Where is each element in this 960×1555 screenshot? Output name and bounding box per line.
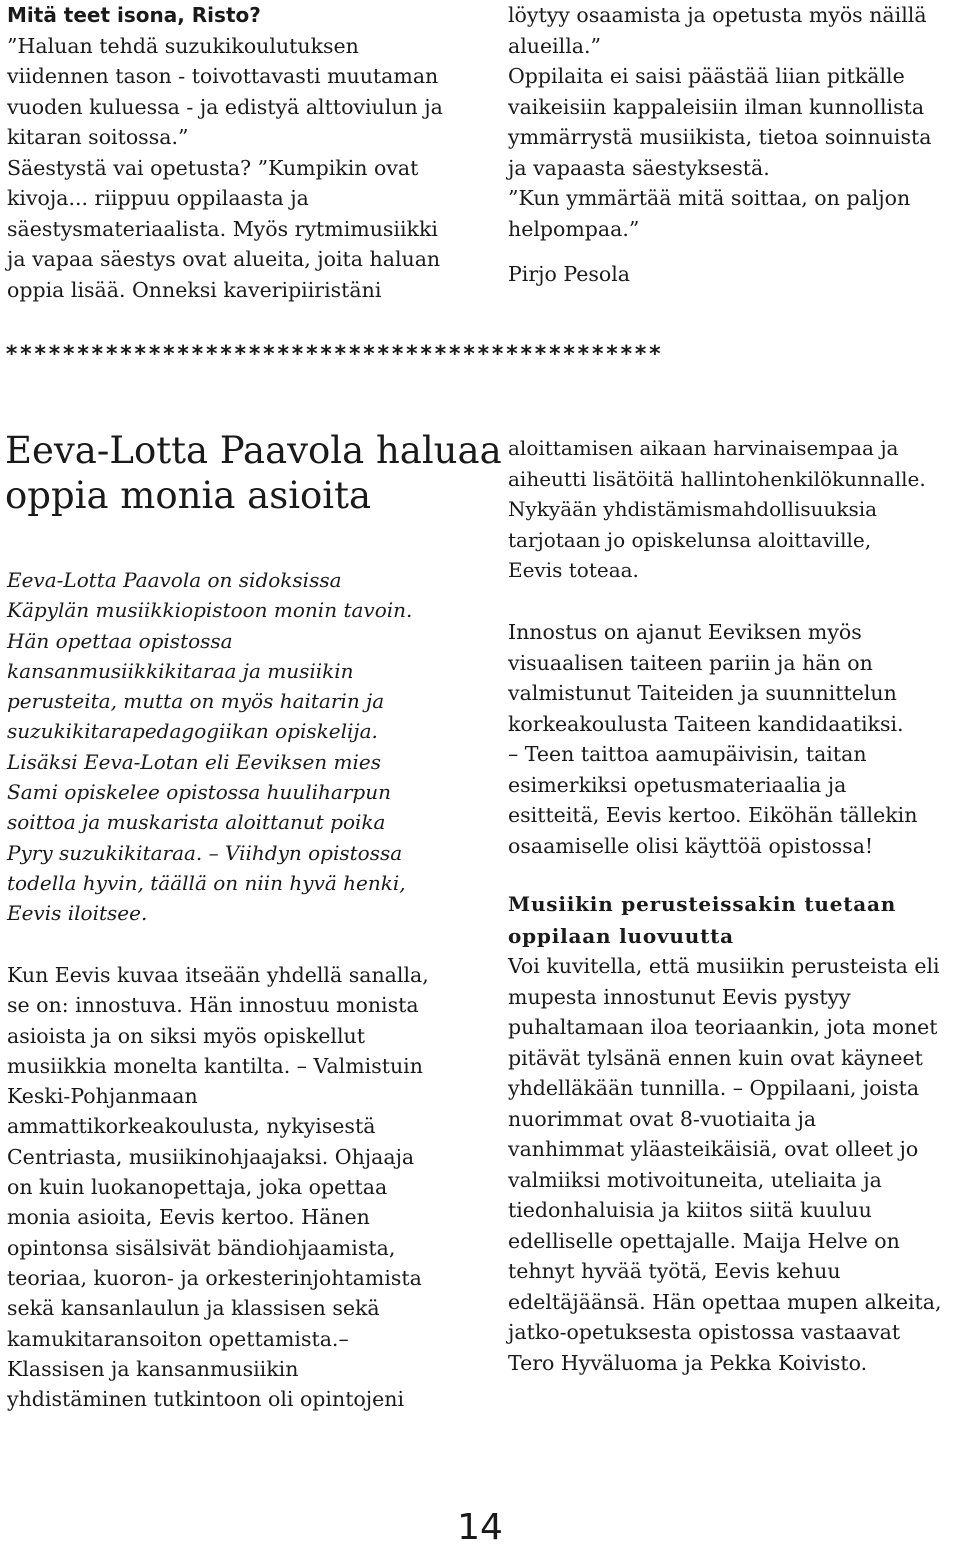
body-line: se on: innostuva. Hän innostuu monista (7, 993, 419, 1018)
body-line: tehnyt hyvää työtä, Eevis kehuu (508, 1259, 841, 1283)
body-line: yhdelläkään tunnilla. – Oppilaani, joista (508, 1076, 920, 1100)
body-line: Innostus on ajanut Eeviksen myös (508, 620, 862, 644)
body-line: sekä kansanlaulun ja klassisen sekä (7, 1296, 380, 1321)
article-headline (5, 428, 502, 518)
interview-continuation-right (508, 0, 931, 290)
headline-line: Eeva-Lotta Paavola haluaa (5, 429, 502, 472)
interview-continuation-left (7, 0, 443, 305)
article-body-right-a (508, 433, 926, 586)
body-line: Nykyään yhdistämismahdollisuuksia (508, 497, 878, 521)
body-line: opintonsa sisälsivät bändiohjaamista, (7, 1235, 396, 1260)
lead-line: suzukikitarapedagogiikan opiskelija. (7, 719, 378, 744)
lead-line: Eevis iloitsee. (7, 901, 148, 926)
article-lead (7, 565, 412, 929)
text-line: kitaran soitossa.” (7, 125, 189, 149)
text-line: Säestystä vai opetusta? ”Kumpikin ovat (7, 155, 419, 180)
lead-line: todella hyvin, täällä on niin hyvä henki, (7, 870, 406, 895)
body-line: tarjotaan jo opiskelunsa aloittaville, (508, 527, 872, 552)
body-line: esitteitä, Eevis kertoo. Eiköhän tällekin (508, 803, 918, 827)
body-line: visuaalisen taiteen pariin ja hän on (508, 650, 873, 675)
text-line: ”Haluan tehdä suzukikoulutuksen (7, 33, 359, 58)
lead-line: perusteita, mutta on myös haitarin ja (7, 689, 385, 714)
text-line: ja vapaa säestys ovat alueita, joita haluan (7, 247, 441, 271)
article-subheading (508, 888, 896, 952)
asterisk-separator: ********************************************** (5, 342, 663, 367)
text-line: kivoja... riippuu oppilaasta ja (7, 186, 309, 210)
body-line: Kun Eevis kuvaa itseään yhdellä sanalla, (7, 963, 429, 987)
body-line: Klassisen ja kansanmusiikin (7, 1356, 299, 1381)
text-line: Oppilaita ei saisi päästää liian pitkälle (508, 64, 905, 88)
text-line: ja vapaasta säestyksestä. (508, 155, 770, 180)
text-line: vaikeisiin kappaleisiin ilman kunnollista (508, 94, 925, 119)
body-line: korkeakoulusta Taiteen kandidaatiksi. (508, 711, 904, 736)
lead-line: kansanmusiikkikitaraa ja musiikin (7, 658, 354, 683)
headline-line: oppia monia asioita (5, 474, 372, 517)
body-line: Eevis toteaa. (508, 558, 639, 582)
subheading-line: Musiikin perusteissakin tuetaan (508, 892, 897, 916)
body-line: aiheutti lisätöitä hallintohenkilökunnalle. (508, 466, 926, 491)
body-line: kamukitaransoiton opettamista.– (7, 1326, 349, 1351)
body-line: edeltäjäänsä. Hän opettaa mupen alkeita, (508, 1289, 942, 1314)
body-line: vanhimmat yläasteikäisiä, ovat olleet jo (508, 1137, 919, 1161)
body-line: valmistunut Taiteiden ja suunnittelun (508, 681, 897, 705)
question-heading: Mitä teet isona, Risto? (7, 3, 261, 27)
text-line: helpompaa.” (508, 216, 640, 241)
body-line: teoriaa, kuoron- ja orkesterinjohtamista (7, 1265, 422, 1290)
body-line: jatko-opetuksesta opistossa vastaavat (508, 1320, 901, 1344)
body-line: valmiiksi motivoituneita, uteliaita ja (508, 1167, 882, 1192)
text-line: ymmärrystä musiikista, tietoa soinnuista (508, 125, 932, 149)
body-line: Tero Hyväluoma ja Pekka Koivisto. (508, 1350, 868, 1375)
body-line: Centriasta, musiikinohjaajaksi. Ohjaaja (7, 1144, 415, 1169)
author-signature: Pirjo Pesola (508, 262, 631, 286)
body-line: asioista ja on siksi myös opiskellut (7, 1023, 365, 1048)
lead-line: Hän opettaa opistossa (7, 628, 233, 653)
body-line: Voi kuvitella, että musiikin perusteista eli (508, 954, 940, 978)
article-body-right-b (508, 617, 917, 861)
body-line: on kuin luokanopettaja, joka opettaa (7, 1175, 388, 1200)
body-line: monia asioita, Eevis kertoo. Hänen (7, 1205, 370, 1230)
text-line: säestysmateriaalista. Myös rytmimusiikki (7, 216, 438, 241)
body-line: aloittamisen aikaan harvinaisempaa ja (508, 436, 899, 460)
body-line: – Teen taittoa aamupäivisin, taitan (508, 742, 867, 766)
body-line: pitävät tylsänä ennen kuin ovat käyneet (508, 1045, 923, 1070)
body-line: yhdistäminen tutkintoon oli opintojeni (7, 1387, 405, 1412)
page-number: 14 (457, 1507, 503, 1548)
body-line: nuorimmat ovat 8-vuotiaita ja (508, 1106, 817, 1131)
body-line: edelliselle opettajalle. Maija Helve on (508, 1228, 900, 1253)
lead-line: Eeva-Lotta Paavola on sidoksissa (7, 568, 342, 592)
article-body-right-c (508, 951, 942, 1378)
lead-line: Lisäksi Eeva-Lotan eli Eeviksen mies (7, 749, 381, 774)
lead-line: soittoa ja muskarista aloittanut poika (7, 810, 386, 835)
subheading-line: oppilaan luovuutta (508, 924, 734, 948)
text-line: löytyy osaamista ja opetusta myös näillä (508, 3, 927, 27)
body-line: mupesta innostunut Eevis pystyy (508, 984, 851, 1009)
text-line: vuoden kuluessa - ja edistyä alttoviulun ja (7, 94, 443, 119)
lead-line: Käpylän musiikkiopistoon monin tavoin. (7, 598, 413, 623)
text-line: oppia lisää. Onneksi kaveripiiristäni (7, 277, 382, 302)
article-body-left (7, 960, 429, 1414)
text-line: viidennen tason - toivottavasti muutaman (7, 64, 439, 88)
body-line: osaamiselle olisi käyttöä opistossa! (508, 833, 874, 858)
lead-line: Pyry suzukikitaraa. – Viihdyn opistossa (7, 840, 403, 865)
body-line: tiedonhaluisia ja kiitos siitä kuuluu (508, 1198, 872, 1222)
body-line: Keski-Pohjanmaan (7, 1084, 198, 1109)
body-line: esimerkiksi opetusmateriaalia ja (508, 772, 847, 797)
body-line: ammattikorkeakoulusta, nykyisestä (7, 1114, 376, 1139)
body-line: puhaltamaan iloa teoriaankin, jota monet (508, 1015, 938, 1039)
lead-line: Sami opiskelee opistossa huuliharpun (7, 780, 391, 805)
text-line: alueilla.” (508, 33, 602, 58)
body-line: musiikkia monelta kantilta. – Valmistuin (7, 1053, 423, 1078)
text-line: ”Kun ymmärtää mitä soittaa, on paljon (508, 186, 911, 210)
